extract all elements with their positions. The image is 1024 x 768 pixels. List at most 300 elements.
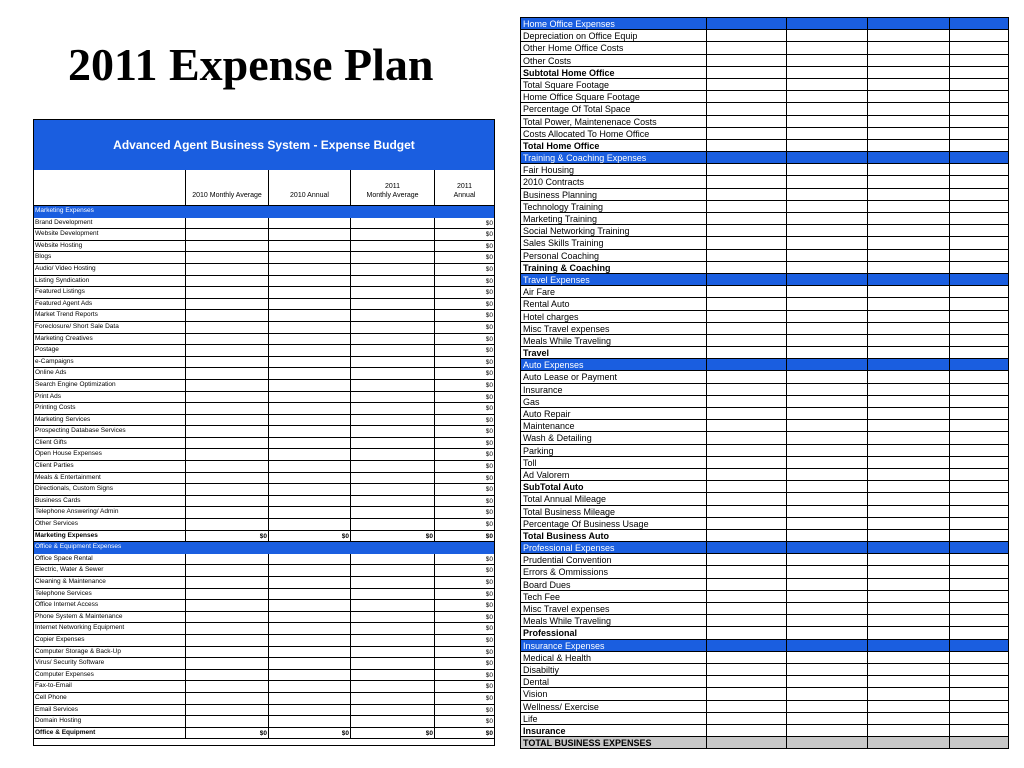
value-cell[interactable] (706, 554, 786, 565)
value-cell[interactable] (268, 392, 350, 403)
value-cell[interactable]: $0 (350, 728, 434, 739)
value-cell[interactable] (350, 623, 434, 634)
value-cell[interactable] (185, 623, 268, 634)
value-cell[interactable] (350, 716, 434, 727)
value-cell[interactable] (706, 518, 786, 529)
value-cell[interactable] (949, 164, 1008, 175)
value-cell[interactable] (268, 600, 350, 611)
value-cell[interactable] (786, 311, 867, 322)
value-cell[interactable] (949, 176, 1008, 187)
value-cell[interactable] (350, 368, 434, 379)
value-cell[interactable]: $0 (434, 345, 494, 356)
value-cell[interactable] (185, 693, 268, 704)
value-cell[interactable] (786, 42, 867, 53)
value-cell[interactable] (867, 627, 949, 638)
value-cell[interactable] (185, 276, 268, 287)
value-cell[interactable] (185, 670, 268, 681)
value-cell[interactable] (350, 345, 434, 356)
value-cell[interactable] (786, 140, 867, 151)
value-cell[interactable] (706, 67, 786, 78)
value-cell[interactable]: $0 (434, 426, 494, 437)
value-cell[interactable] (786, 445, 867, 456)
value-cell[interactable] (706, 701, 786, 712)
value-cell[interactable] (867, 128, 949, 139)
value-cell[interactable]: $0 (434, 229, 494, 240)
value-cell[interactable] (706, 591, 786, 602)
value-cell[interactable] (185, 322, 268, 333)
value-cell[interactable] (949, 713, 1008, 724)
value-cell[interactable] (786, 518, 867, 529)
value-cell[interactable] (867, 493, 949, 504)
value-cell[interactable] (786, 30, 867, 41)
value-cell[interactable] (867, 225, 949, 236)
value-cell[interactable] (706, 627, 786, 638)
value-cell[interactable] (949, 627, 1008, 638)
value-cell[interactable] (185, 241, 268, 252)
value-cell[interactable]: $0 (434, 693, 494, 704)
value-cell[interactable] (949, 640, 1008, 651)
value-cell[interactable] (949, 554, 1008, 565)
value-cell[interactable] (786, 737, 867, 748)
value-cell[interactable] (786, 286, 867, 297)
value-cell[interactable] (350, 392, 434, 403)
value-cell[interactable] (350, 287, 434, 298)
value-cell[interactable] (350, 310, 434, 321)
value-cell[interactable] (706, 189, 786, 200)
value-cell[interactable] (268, 623, 350, 634)
value-cell[interactable] (786, 347, 867, 358)
value-cell[interactable] (786, 225, 867, 236)
value-cell[interactable] (867, 566, 949, 577)
value-cell[interactable] (268, 322, 350, 333)
value-cell[interactable] (706, 652, 786, 663)
value-cell[interactable] (706, 79, 786, 90)
value-cell[interactable] (268, 589, 350, 600)
value-cell[interactable] (867, 55, 949, 66)
value-cell[interactable] (706, 18, 786, 29)
value-cell[interactable] (949, 542, 1008, 553)
value-cell[interactable] (268, 403, 350, 414)
value-cell[interactable]: $0 (268, 531, 350, 542)
value-cell[interactable] (268, 496, 350, 507)
value-cell[interactable]: $0 (434, 322, 494, 333)
value-cell[interactable] (706, 286, 786, 297)
value-cell[interactable] (185, 658, 268, 669)
value-cell[interactable] (949, 213, 1008, 224)
value-cell[interactable] (786, 664, 867, 675)
value-cell[interactable] (949, 445, 1008, 456)
value-cell[interactable] (185, 647, 268, 658)
value-cell[interactable] (786, 652, 867, 663)
value-cell[interactable] (268, 519, 350, 530)
value-cell[interactable] (949, 323, 1008, 334)
value-cell[interactable] (185, 415, 268, 426)
value-cell[interactable] (867, 164, 949, 175)
value-cell[interactable] (706, 396, 786, 407)
value-cell[interactable] (949, 701, 1008, 712)
value-cell[interactable]: $0 (185, 531, 268, 542)
value-cell[interactable] (867, 298, 949, 309)
value-cell[interactable] (786, 323, 867, 334)
value-cell[interactable]: $0 (268, 728, 350, 739)
value-cell[interactable]: $0 (434, 623, 494, 634)
value-cell[interactable]: $0 (434, 681, 494, 692)
value-cell[interactable] (786, 688, 867, 699)
value-cell[interactable] (786, 579, 867, 590)
value-cell[interactable] (949, 274, 1008, 285)
value-cell[interactable] (786, 676, 867, 687)
value-cell[interactable] (268, 241, 350, 252)
value-cell[interactable] (706, 481, 786, 492)
value-cell[interactable] (786, 530, 867, 541)
value-cell[interactable] (867, 615, 949, 626)
value-cell[interactable] (268, 473, 350, 484)
value-cell[interactable] (867, 579, 949, 590)
value-cell[interactable] (350, 647, 434, 658)
value-cell[interactable]: $0 (434, 519, 494, 530)
value-cell[interactable] (185, 392, 268, 403)
value-cell[interactable] (949, 652, 1008, 663)
value-cell[interactable] (949, 579, 1008, 590)
value-cell[interactable] (706, 506, 786, 517)
value-cell[interactable] (949, 518, 1008, 529)
value-cell[interactable] (867, 542, 949, 553)
value-cell[interactable] (949, 298, 1008, 309)
value-cell[interactable] (867, 67, 949, 78)
value-cell[interactable] (949, 591, 1008, 602)
value-cell[interactable] (350, 334, 434, 345)
value-cell[interactable] (706, 579, 786, 590)
value-cell[interactable] (706, 323, 786, 334)
value-cell[interactable] (706, 676, 786, 687)
value-cell[interactable] (185, 716, 268, 727)
value-cell[interactable] (949, 91, 1008, 102)
value-cell[interactable] (949, 250, 1008, 261)
value-cell[interactable] (949, 128, 1008, 139)
value-cell[interactable] (867, 140, 949, 151)
value-cell[interactable] (350, 554, 434, 565)
value-cell[interactable] (867, 18, 949, 29)
value-cell[interactable] (867, 201, 949, 212)
value-cell[interactable] (185, 368, 268, 379)
value-cell[interactable] (867, 713, 949, 724)
value-cell[interactable] (706, 176, 786, 187)
value-cell[interactable] (867, 676, 949, 687)
value-cell[interactable] (786, 176, 867, 187)
value-cell[interactable] (867, 213, 949, 224)
value-cell[interactable] (786, 506, 867, 517)
value-cell[interactable] (350, 241, 434, 252)
value-cell[interactable]: $0 (434, 728, 494, 739)
value-cell[interactable] (786, 420, 867, 431)
value-cell[interactable] (867, 640, 949, 651)
value-cell[interactable] (949, 103, 1008, 114)
value-cell[interactable] (786, 615, 867, 626)
value-cell[interactable] (350, 507, 434, 518)
value-cell[interactable] (867, 445, 949, 456)
value-cell[interactable] (350, 496, 434, 507)
value-cell[interactable] (185, 426, 268, 437)
value-cell[interactable] (185, 635, 268, 646)
value-cell[interactable] (786, 128, 867, 139)
value-cell[interactable] (268, 264, 350, 275)
value-cell[interactable] (268, 218, 350, 229)
value-cell[interactable] (949, 506, 1008, 517)
value-cell[interactable] (867, 408, 949, 419)
value-cell[interactable] (786, 713, 867, 724)
value-cell[interactable] (706, 445, 786, 456)
value-cell[interactable] (268, 577, 350, 588)
value-cell[interactable] (786, 396, 867, 407)
value-cell[interactable] (867, 262, 949, 273)
value-cell[interactable] (706, 42, 786, 53)
value-cell[interactable] (706, 347, 786, 358)
value-cell[interactable] (268, 310, 350, 321)
value-cell[interactable] (949, 664, 1008, 675)
value-cell[interactable] (786, 554, 867, 565)
value-cell[interactable] (786, 298, 867, 309)
value-cell[interactable] (867, 335, 949, 346)
value-cell[interactable]: $0 (434, 507, 494, 518)
value-cell[interactable] (949, 359, 1008, 370)
value-cell[interactable] (185, 681, 268, 692)
value-cell[interactable] (350, 693, 434, 704)
value-cell[interactable] (185, 589, 268, 600)
value-cell[interactable] (867, 152, 949, 163)
value-cell[interactable]: $0 (434, 647, 494, 658)
value-cell[interactable]: $0 (434, 496, 494, 507)
value-cell[interactable] (786, 67, 867, 78)
value-cell[interactable] (268, 368, 350, 379)
value-cell[interactable] (350, 276, 434, 287)
value-cell[interactable] (949, 530, 1008, 541)
value-cell[interactable]: $0 (434, 473, 494, 484)
value-cell[interactable] (268, 426, 350, 437)
value-cell[interactable] (949, 676, 1008, 687)
value-cell[interactable] (867, 30, 949, 41)
value-cell[interactable] (786, 55, 867, 66)
value-cell[interactable] (350, 322, 434, 333)
value-cell[interactable] (185, 299, 268, 310)
value-cell[interactable] (949, 725, 1008, 736)
value-cell[interactable] (706, 91, 786, 102)
value-cell[interactable] (185, 380, 268, 391)
value-cell[interactable] (350, 577, 434, 588)
value-cell[interactable] (867, 116, 949, 127)
value-cell[interactable] (786, 701, 867, 712)
value-cell[interactable]: $0 (434, 461, 494, 472)
value-cell[interactable]: $0 (434, 600, 494, 611)
value-cell[interactable] (350, 403, 434, 414)
value-cell[interactable] (185, 229, 268, 240)
value-cell[interactable] (949, 603, 1008, 614)
value-cell[interactable] (867, 189, 949, 200)
value-cell[interactable] (268, 693, 350, 704)
value-cell[interactable] (949, 189, 1008, 200)
value-cell[interactable] (706, 128, 786, 139)
value-cell[interactable] (268, 705, 350, 716)
value-cell[interactable]: $0 (434, 392, 494, 403)
value-cell[interactable] (867, 371, 949, 382)
value-cell[interactable] (786, 384, 867, 395)
value-cell[interactable] (786, 493, 867, 504)
value-cell[interactable] (706, 30, 786, 41)
value-cell[interactable]: $0 (434, 658, 494, 669)
value-cell[interactable] (350, 380, 434, 391)
value-cell[interactable] (949, 566, 1008, 577)
value-cell[interactable] (867, 469, 949, 480)
value-cell[interactable] (867, 347, 949, 358)
value-cell[interactable] (867, 91, 949, 102)
value-cell[interactable] (706, 664, 786, 675)
value-cell[interactable] (185, 461, 268, 472)
value-cell[interactable] (949, 615, 1008, 626)
value-cell[interactable] (786, 237, 867, 248)
value-cell[interactable] (949, 42, 1008, 53)
value-cell[interactable] (867, 737, 949, 748)
value-cell[interactable] (786, 542, 867, 553)
value-cell[interactable] (786, 725, 867, 736)
value-cell[interactable] (706, 201, 786, 212)
value-cell[interactable]: $0 (434, 380, 494, 391)
value-cell[interactable] (867, 591, 949, 602)
value-cell[interactable] (185, 218, 268, 229)
value-cell[interactable] (350, 415, 434, 426)
value-cell[interactable] (786, 432, 867, 443)
value-cell[interactable] (786, 408, 867, 419)
value-cell[interactable] (185, 484, 268, 495)
value-cell[interactable] (786, 164, 867, 175)
value-cell[interactable]: $0 (350, 531, 434, 542)
value-cell[interactable] (268, 287, 350, 298)
value-cell[interactable] (706, 152, 786, 163)
value-cell[interactable] (706, 384, 786, 395)
value-cell[interactable] (706, 420, 786, 431)
value-cell[interactable] (350, 705, 434, 716)
value-cell[interactable]: $0 (434, 449, 494, 460)
value-cell[interactable] (949, 481, 1008, 492)
value-cell[interactable] (706, 311, 786, 322)
value-cell[interactable] (867, 518, 949, 529)
value-cell[interactable] (268, 415, 350, 426)
value-cell[interactable] (185, 252, 268, 263)
value-cell[interactable] (867, 359, 949, 370)
value-cell[interactable] (949, 201, 1008, 212)
value-cell[interactable]: $0 (434, 264, 494, 275)
value-cell[interactable] (706, 116, 786, 127)
value-cell[interactable] (268, 554, 350, 565)
value-cell[interactable] (350, 612, 434, 623)
value-cell[interactable] (350, 449, 434, 460)
value-cell[interactable] (268, 635, 350, 646)
value-cell[interactable] (185, 577, 268, 588)
value-cell[interactable] (786, 213, 867, 224)
value-cell[interactable] (185, 357, 268, 368)
value-cell[interactable] (867, 237, 949, 248)
value-cell[interactable] (185, 507, 268, 518)
value-cell[interactable]: $0 (434, 368, 494, 379)
value-cell[interactable]: $0 (434, 299, 494, 310)
value-cell[interactable] (706, 493, 786, 504)
value-cell[interactable] (867, 506, 949, 517)
value-cell[interactable]: $0 (434, 554, 494, 565)
value-cell[interactable] (706, 225, 786, 236)
value-cell[interactable] (350, 438, 434, 449)
value-cell[interactable] (706, 688, 786, 699)
value-cell[interactable] (786, 201, 867, 212)
value-cell[interactable] (268, 484, 350, 495)
value-cell[interactable] (350, 589, 434, 600)
value-cell[interactable] (867, 103, 949, 114)
value-cell[interactable] (350, 252, 434, 263)
value-cell[interactable] (706, 530, 786, 541)
value-cell[interactable] (949, 237, 1008, 248)
value-cell[interactable] (867, 420, 949, 431)
value-cell[interactable] (786, 18, 867, 29)
value-cell[interactable] (706, 469, 786, 480)
value-cell[interactable] (949, 335, 1008, 346)
value-cell[interactable]: $0 (434, 334, 494, 345)
value-cell[interactable] (350, 681, 434, 692)
value-cell[interactable] (350, 357, 434, 368)
value-cell[interactable] (706, 103, 786, 114)
value-cell[interactable]: $0 (434, 287, 494, 298)
value-cell[interactable] (268, 229, 350, 240)
value-cell[interactable] (185, 600, 268, 611)
value-cell[interactable] (867, 384, 949, 395)
value-cell[interactable]: $0 (434, 670, 494, 681)
value-cell[interactable] (786, 262, 867, 273)
value-cell[interactable] (185, 612, 268, 623)
value-cell[interactable] (706, 335, 786, 346)
value-cell[interactable] (185, 449, 268, 460)
value-cell[interactable] (786, 335, 867, 346)
value-cell[interactable] (949, 225, 1008, 236)
value-cell[interactable] (949, 311, 1008, 322)
value-cell[interactable] (706, 237, 786, 248)
value-cell[interactable] (706, 55, 786, 66)
value-cell[interactable] (268, 380, 350, 391)
value-cell[interactable] (185, 473, 268, 484)
value-cell[interactable] (949, 432, 1008, 443)
value-cell[interactable] (786, 640, 867, 651)
value-cell[interactable]: $0 (434, 403, 494, 414)
value-cell[interactable] (867, 603, 949, 614)
value-cell[interactable] (706, 737, 786, 748)
value-cell[interactable] (268, 647, 350, 658)
value-cell[interactable] (786, 591, 867, 602)
value-cell[interactable]: $0 (434, 484, 494, 495)
value-cell[interactable] (185, 334, 268, 345)
value-cell[interactable] (867, 530, 949, 541)
value-cell[interactable] (706, 274, 786, 285)
value-cell[interactable] (350, 658, 434, 669)
value-cell[interactable]: $0 (434, 612, 494, 623)
value-cell[interactable] (949, 140, 1008, 151)
value-cell[interactable] (350, 484, 434, 495)
value-cell[interactable]: $0 (434, 415, 494, 426)
value-cell[interactable] (268, 252, 350, 263)
value-cell[interactable] (949, 116, 1008, 127)
value-cell[interactable]: $0 (434, 357, 494, 368)
value-cell[interactable] (867, 725, 949, 736)
value-cell[interactable] (268, 461, 350, 472)
value-cell[interactable] (786, 189, 867, 200)
value-cell[interactable] (786, 274, 867, 285)
value-cell[interactable] (949, 396, 1008, 407)
value-cell[interactable] (786, 91, 867, 102)
value-cell[interactable]: $0 (434, 276, 494, 287)
